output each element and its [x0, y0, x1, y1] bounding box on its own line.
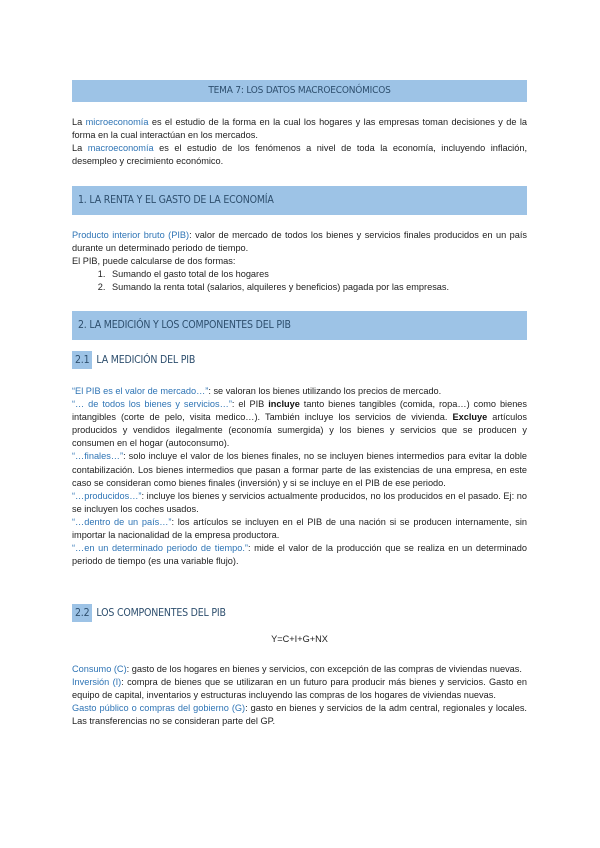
- medicion-body: [72, 385, 527, 568]
- subsection-number: 2.1: [72, 351, 92, 369]
- pib-forms-list: [72, 268, 527, 294]
- intro-microeconomia: La microeconomía es el estudio de la forma en la cual los hogares y las empresas toman decisiones y de la forma en la cual interactúan en los mercados.: [72, 117, 528, 141]
- term-pib: Producto interior bruto (PIB): [72, 230, 190, 240]
- component-gasto-publico: Gasto público o compras del gobierno (G): gasto en bienes y servicios de la adm central, regionales y locales. Las transferencias no se consideran parte del GP.: [72, 703, 527, 727]
- medicion-item-pais: “…dentro de un país…”: los artículos se incluyen en el PIB de una nación si se producen internamente, sin importar la nacionalidad de la empresa productora.: [72, 516, 528, 541]
- subsection-2-1-heading: [72, 351, 195, 369]
- medicion-item-finales: “…finales…”: solo incluye el valor de los bienes finales, no se incluyen bienes intermedios para evitar la doble contabilización. Los bienes intermedios que pasan a formar parte de las existencias de una empresa, en este caso se consideran como bienes finales (inversión) y si se incluye en el PIB de ese periodo.: [72, 451, 527, 488]
- intro-macroeconomia: La macroeconomía es el estudio de los fenómenos a nivel de toda la economía, incluyendo inflación, desempleo y crecimiento económico.: [72, 143, 527, 167]
- subsection-number: 2.2: [72, 604, 92, 622]
- intro-block: [72, 116, 527, 168]
- subsection-2-2-heading: [72, 604, 226, 622]
- section-2-heading: 2. LA MEDICIÓN Y LOS COMPONENTES DEL PIB: [72, 311, 527, 340]
- medicion-item-producidos: “…producidos…”: incluye los bienes y servicios actualmente producidos, no los producidos en el pasado. Ej: no se incluyen los coches usados.: [72, 490, 527, 514]
- componentes-body: [72, 663, 527, 728]
- term-macroeconomia: macroeconomía: [87, 143, 154, 154]
- pib-definition: Producto interior bruto (PIB): valor de mercado de todos los bienes y servicios finales producidos en un país durante un determinado periodo de tiempo.: [72, 230, 527, 254]
- section-1-body: [72, 229, 527, 294]
- section-1-heading: 1. LA RENTA Y EL GASTO DE LA ECONOMÍA: [72, 186, 527, 215]
- list-item: 2. Sumando la renta total (salarios, alquileres y beneficios) pagada por las empresas.: [108, 281, 527, 294]
- term-microeconomia: microeconomía: [85, 117, 149, 127]
- pib-forms-intro: El PIB, puede calcularse de dos formas:: [72, 256, 236, 267]
- medicion-item-bienes-servicios: “… de todos los bienes y servicios…”: el PIB incluye tanto bienes tangibles (comida, ropa…) como bienes intangibles (corte de pelo, visita medico…). También incluye los servicios de vivienda. Excluye artículos producidos y vendidos ilegalmente (economía sumergida) y los bienes y servicios que se producen y consumen en el hogar (autoconsumo).: [72, 399, 528, 449]
- document-title: TEMA 7: LOS DATOS MACROECONÓMICOS: [72, 80, 527, 102]
- component-consumo: Consumo (C): gasto de los hogares en bienes y servicios, con excepción de las compras de viviendas nuevas.: [72, 664, 522, 674]
- subsection-title: LOS COMPONENTES DEL PIB: [96, 607, 226, 619]
- gdp-formula: Y=C+I+G+NX: [271, 634, 328, 644]
- list-item: 1. Sumando el gasto total de los hogares: [108, 268, 527, 281]
- component-inversion: Inversión (I): compra de bienes que se utilizaran en un futuro para producir más bienes y servicios. Gasto en equipo de capital, inventarios y estructuras incluyendo las compras de los hogares de viviendas nuevas.: [72, 677, 527, 701]
- medicion-item-mercado: “El PIB es el valor de mercado…”: se valoran los bienes utilizando los precios de mercado.: [72, 386, 442, 396]
- subsection-title: LA MEDICIÓN DEL PIB: [96, 354, 196, 366]
- medicion-item-periodo: “…en un determinado periodo de tiempo.”: mide el valor de la producción que se realiza en un determinado periodo de tiempo (es una variable flujo).: [72, 543, 527, 567]
